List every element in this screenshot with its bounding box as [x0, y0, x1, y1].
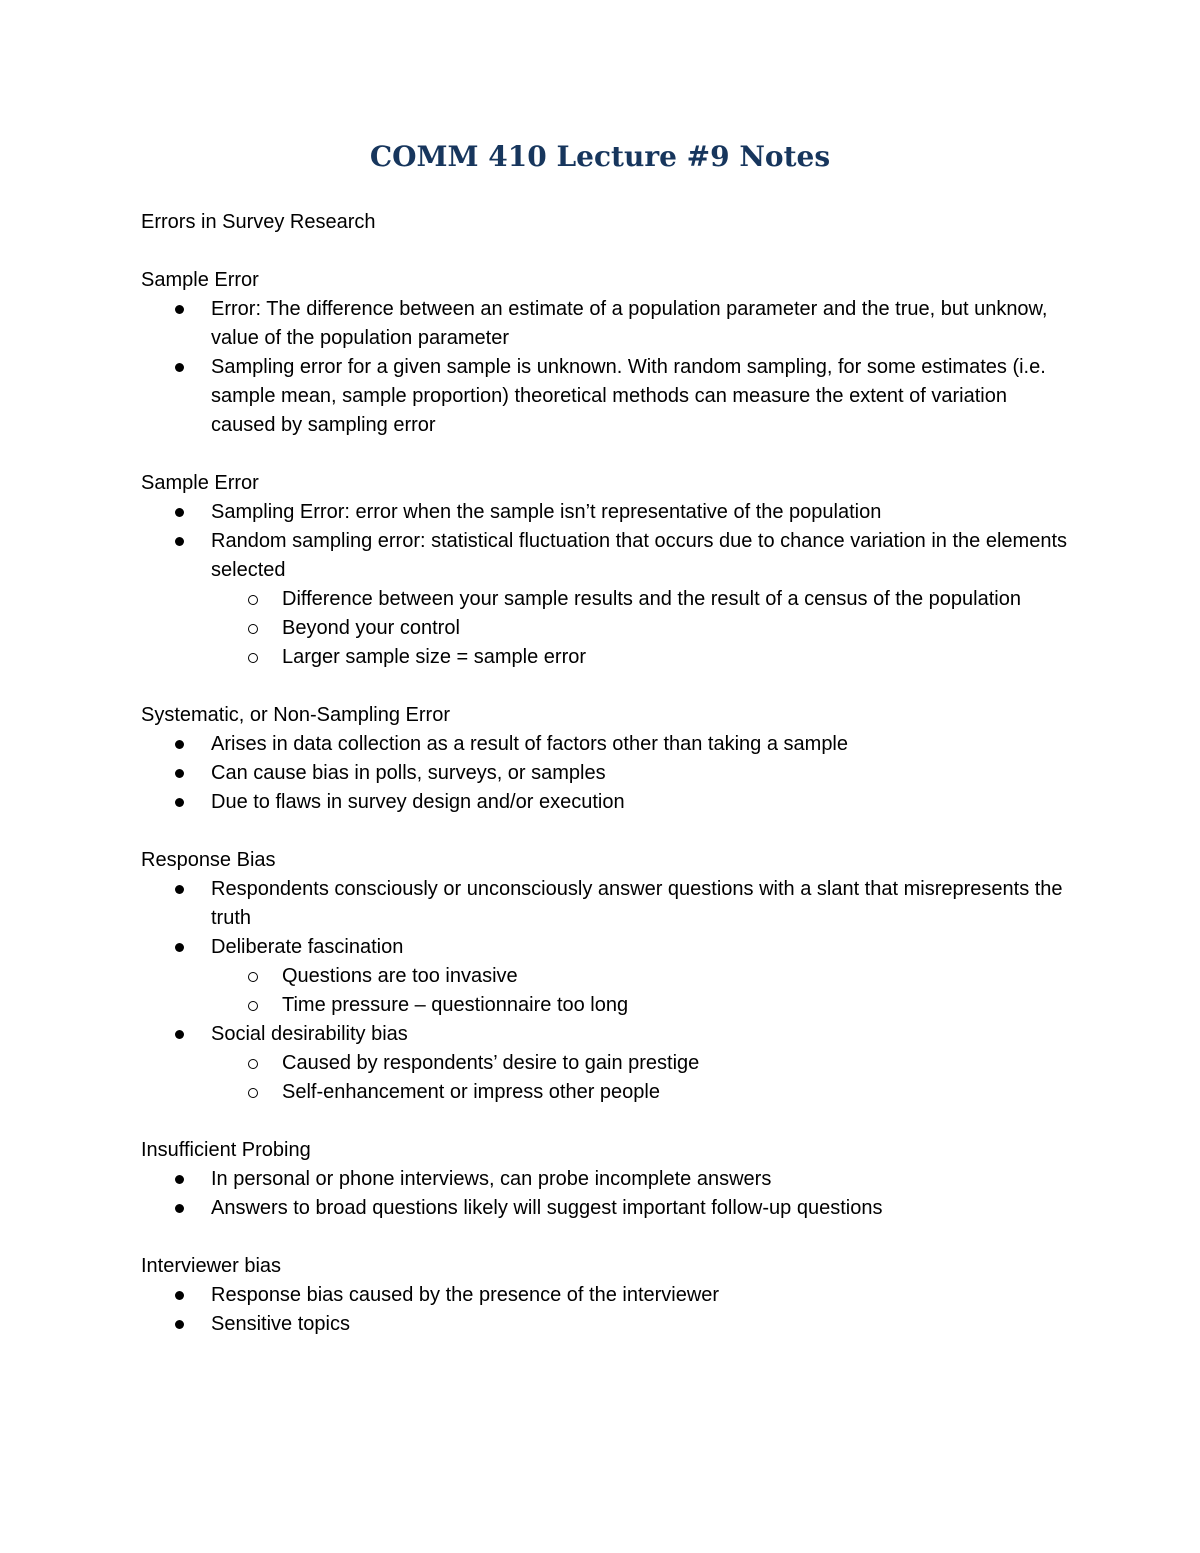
sub-bullet-text: Self-enhancement or impress other people: [282, 1081, 660, 1103]
notes-section: [141, 266, 1071, 440]
bullet-list: [141, 730, 1071, 817]
hollow-circle-icon: [248, 624, 258, 634]
sub-bullet-list: [211, 585, 1071, 672]
section-heading: Sample Error: [141, 472, 259, 494]
bullet-text: Respondents consciously or unconsciously answer questions with a slant that misrepresents the truth: [211, 878, 1063, 929]
hollow-circle-icon: [248, 972, 258, 982]
sub-bullet-item: [211, 1078, 1071, 1107]
bullet-text: Due to flaws in survey design and/or execution: [211, 791, 625, 813]
bullet-item: [141, 1165, 1071, 1194]
bullet-text: Sampling error for a given sample is unknown. With random sampling, for some estimates (i.e. sample mean, sample proportion) theoretical methods can measure the extent of variation caused by sampling error: [211, 356, 1046, 436]
bullet-dot-icon: [175, 1320, 184, 1329]
bullet-item: [141, 527, 1071, 672]
sub-bullet-text: Beyond your control: [282, 617, 460, 639]
section-heading: Response Bias: [141, 849, 276, 871]
page-title: COMM 410 Lecture #9 Notes: [369, 140, 831, 173]
notes-section: [141, 469, 1071, 672]
bullet-dot-icon: [175, 305, 184, 314]
bullet-item: [141, 295, 1071, 353]
bullet-list: [141, 295, 1071, 440]
notes-section: [141, 1136, 1071, 1223]
bullet-text: Answers to broad questions likely will suggest important follow-up questions: [211, 1197, 883, 1219]
sub-bullet-item: [211, 991, 1071, 1020]
sub-bullet-item: [211, 585, 1071, 614]
bullet-dot-icon: [175, 1030, 184, 1039]
notes-section: [141, 846, 1071, 1107]
bullet-dot-icon: [175, 537, 184, 546]
sub-bullet-text: Larger sample size = sample error: [282, 646, 587, 668]
bullet-dot-icon: [175, 1291, 184, 1300]
hollow-circle-icon: [248, 1059, 258, 1069]
section-heading: Interviewer bias: [141, 1255, 282, 1277]
hollow-circle-icon: [248, 1088, 258, 1098]
bullet-item: [141, 788, 1071, 817]
hollow-circle-icon: [248, 595, 258, 605]
bullet-text: Social desirability bias: [211, 1023, 408, 1045]
sub-bullet-text: Caused by respondents’ desire to gain prestige: [282, 1052, 700, 1074]
bullet-dot-icon: [175, 769, 184, 778]
bullet-list: [141, 875, 1071, 1107]
bullet-item: [141, 1310, 1071, 1339]
bullet-item: [141, 875, 1071, 933]
bullet-text: Error: The difference between an estimate of a population parameter and the true, but unknow, value of the population parameter: [211, 298, 1048, 349]
sub-bullet-text: Time pressure – questionnaire too long: [282, 994, 629, 1016]
bullet-item: [141, 730, 1071, 759]
bullet-item: [141, 1020, 1071, 1107]
bullet-item: [141, 353, 1071, 440]
bullet-text: Response bias caused by the presence of the interviewer: [211, 1284, 720, 1306]
sub-bullet-item: [211, 962, 1071, 991]
sub-bullet-list: [211, 1049, 1071, 1107]
bullet-item: [141, 498, 1071, 527]
section-heading: Systematic, or Non-Sampling Error: [141, 704, 450, 726]
bullet-item: [141, 1194, 1071, 1223]
bullet-text: Sensitive topics: [211, 1313, 350, 1335]
bullet-item: [141, 1281, 1071, 1310]
sections-container: [141, 266, 1071, 1339]
notes-body: [141, 208, 1071, 1339]
bullet-dot-icon: [175, 1204, 184, 1213]
bullet-text: Random sampling error: statistical fluctuation that occurs due to chance variation in the elements selected: [211, 530, 1067, 581]
bullet-dot-icon: [175, 943, 184, 952]
bullet-item: [141, 759, 1071, 788]
sub-bullet-text: Questions are too invasive: [282, 965, 518, 987]
bullet-text: Deliberate fascination: [211, 936, 404, 958]
hollow-circle-icon: [248, 653, 258, 663]
sub-bullet-text: Difference between your sample results and the result of a census of the population: [282, 588, 1021, 610]
notes-section: [141, 701, 1071, 817]
bullet-dot-icon: [175, 363, 184, 372]
bullet-item: [141, 933, 1071, 1020]
bullet-list: [141, 1165, 1071, 1223]
section-heading: Sample Error: [141, 269, 259, 291]
bullet-dot-icon: [175, 1175, 184, 1184]
bullet-list: [141, 1281, 1071, 1339]
sub-bullet-list: [211, 962, 1071, 1020]
hollow-circle-icon: [248, 1001, 258, 1011]
section-heading: Insufficient Probing: [141, 1139, 311, 1161]
bullet-dot-icon: [175, 885, 184, 894]
sub-bullet-item: [211, 1049, 1071, 1078]
bullet-dot-icon: [175, 798, 184, 807]
intro-heading: Errors in Survey Research: [141, 211, 376, 233]
sub-bullet-item: [211, 643, 1071, 672]
bullet-text: Sampling Error: error when the sample isn’t representative of the population: [211, 501, 882, 523]
bullet-list: [141, 498, 1071, 672]
bullet-text: In personal or phone interviews, can probe incomplete answers: [211, 1168, 772, 1190]
bullet-text: Can cause bias in polls, surveys, or samples: [211, 762, 606, 784]
bullet-dot-icon: [175, 508, 184, 517]
bullet-text: Arises in data collection as a result of factors other than taking a sample: [211, 733, 849, 755]
bullet-dot-icon: [175, 740, 184, 749]
sub-bullet-item: [211, 614, 1071, 643]
notes-section: [141, 1252, 1071, 1339]
